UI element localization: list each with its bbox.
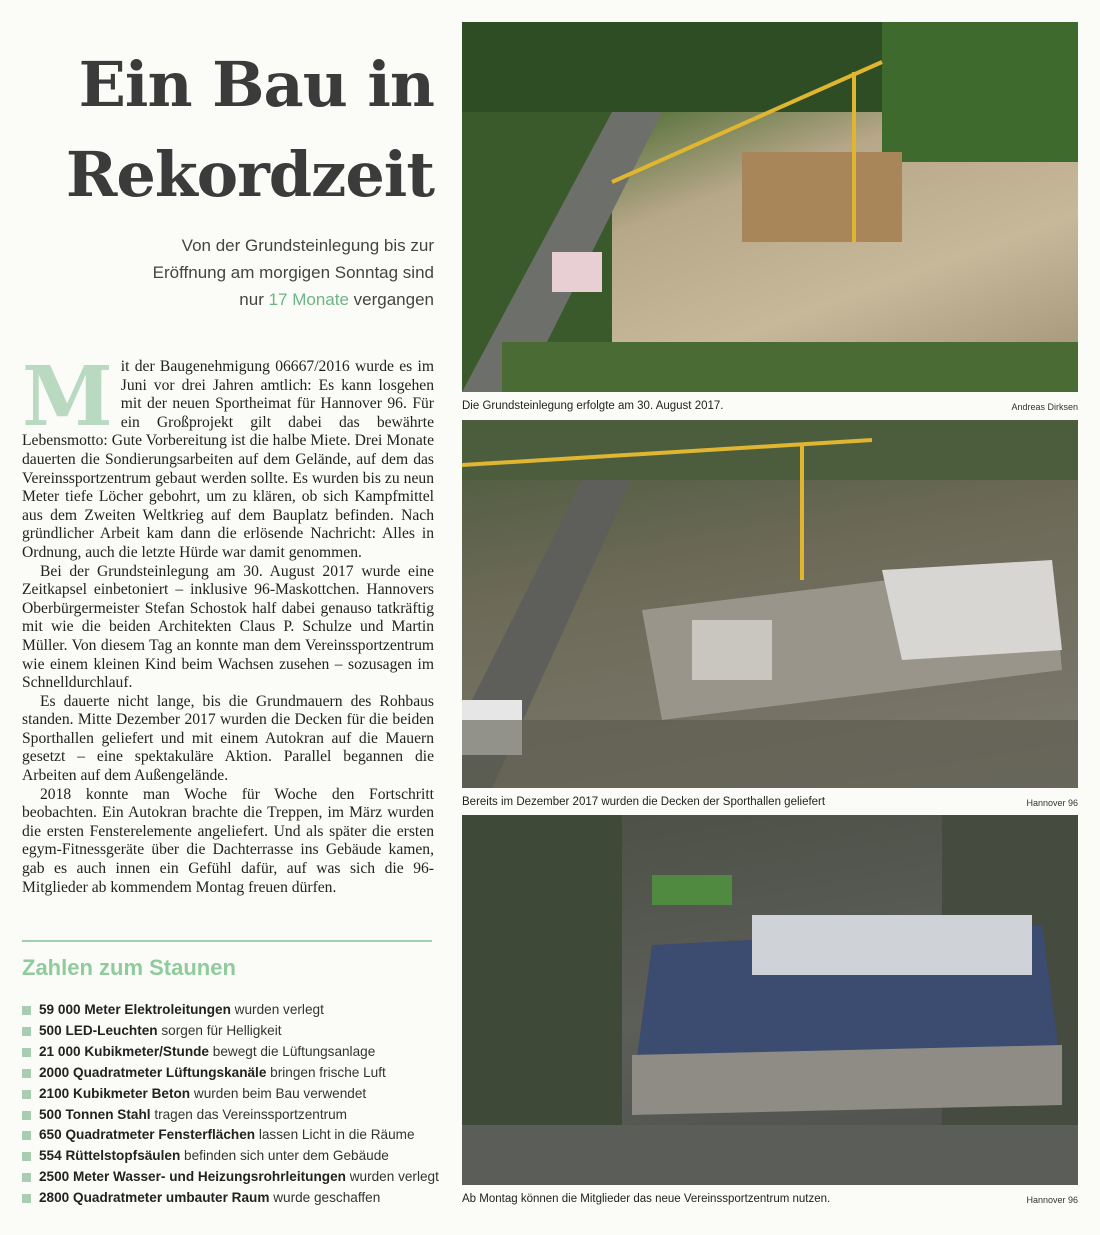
construction-site-image [462, 22, 1078, 392]
facts-list [22, 1000, 439, 1209]
article-body [22, 349, 434, 897]
fact-text: bewegt die Lüftungsanlage [208, 1043, 376, 1059]
fact-item [22, 1146, 434, 1167]
square-bullet-icon [22, 1173, 31, 1182]
photo-finished-center [462, 815, 1078, 1185]
fact-text: wurden verlegt [230, 1002, 324, 1017]
caption-text: Die Grundsteinlegung erfolgte am 30. August 2017. [462, 400, 724, 412]
fact-figure: 2800 Quadratmeter umbauter Raum [39, 1190, 270, 1206]
fact-text: wurde geschaffen [269, 1190, 381, 1206]
divider [22, 940, 432, 942]
fact-text: wurden verlegt [345, 1169, 439, 1185]
paragraph: Bei der Grundsteinlegung am 30. August 2017 wurde eine Zeitkapsel einbetoniert – inklusive 96-Maskottchen. Hannovers Oberbürgermeister Stefan Schostok half dabei genauso tatkräftig mit wie die beiden Architekten Claus P. Schulze und Martin Müller. Von diesem Tag an konnte man dem Vereinssportzentrum wie einem kleinen Kind beim Wachsen zusehen – sozusagen im Schnelldurchlauf. [22, 562, 434, 692]
fact-item [22, 1084, 434, 1105]
fact-item [22, 1125, 434, 1146]
fact-item [22, 1042, 434, 1063]
square-bullet-icon [22, 1131, 31, 1140]
fact-text: wurden beim Bau verwendet [190, 1085, 367, 1101]
subtitle-line-1: Von der Grundsteinlegung bis zur [181, 236, 434, 255]
subtitle [60, 232, 434, 313]
square-bullet-icon [22, 1090, 31, 1099]
paragraph: Es dauerte nicht lange, bis die Grundmauern des Rohbaus standen. Mitte Dezember 2017 wurden die Decken für die beiden Sporthallen geliefert und mit einem Autokran auf die Mauern gesetzt – eine spektakuläre Aktion. Parallel begannen die Arbeiten auf dem Außengelände. [22, 692, 434, 785]
photo-groundbreaking [462, 22, 1078, 392]
fact-text: befinden sich unter dem Gebäude [180, 1148, 389, 1164]
fact-figure: 2500 Meter Wasser- und Heizungsrohrleitungen [39, 1169, 346, 1185]
subtitle-text: nur [239, 290, 269, 309]
photo-caption [462, 1193, 1078, 1205]
fact-item [22, 1167, 439, 1188]
fact-item [22, 1105, 434, 1126]
square-bullet-icon [22, 1027, 31, 1036]
subtitle-line-2: Eröffnung am morgigen Sonntag sind [152, 263, 434, 282]
headline-line-2: Rekordzeit [65, 138, 434, 211]
fact-figure: 650 Quadratmeter Fensterflächen [39, 1127, 256, 1143]
fact-figure: 2000 Quadratmeter Lüftungskanäle [39, 1064, 267, 1080]
fact-text: bringen frische Luft [266, 1064, 386, 1080]
square-bullet-icon [22, 1006, 31, 1015]
subtitle-line-3 [60, 286, 434, 313]
square-bullet-icon [22, 1048, 31, 1057]
photo-caption [462, 400, 1078, 412]
fact-figure: 21 000 Kubikmeter/Stunde [39, 1043, 209, 1059]
fact-text: sorgen für Helligkeit [157, 1022, 282, 1038]
square-bullet-icon [22, 1069, 31, 1078]
fact-figure: 2100 Kubikmeter Beton [39, 1085, 191, 1101]
fact-figure: 500 LED-Leuchten [39, 1022, 158, 1038]
fact-figure: 59 000 Meter Elektroleitungen [39, 1002, 231, 1017]
paragraph-text: it der Baugenehmigung 06667/2016 wurde es im Juni vor drei Jahren amtlich: Es kann losgehen mit der neuen Sportheimat für Hannover 96. Für ein Großprojekt gilt dabei das bewährte Lebensmotto: Gute Vorbereitung ist die halbe Miete. Drei Monate dauerten die Sondierungsarbeiten auf dem Gelände, auf dem das Vereinssportzentrum gebaut werden sollte. Es wurden bis zu neun Meter tiefe Löcher gebohrt, um zu klären, ob sich Kampfmittel aus dem Zweiten Weltkrieg auf dem Bauplatz befinden. Nach gründlicher Arbeit kam dann die erlösende Nachricht: Alles in Ordnung, auch die letzte Hürde war damit genommen. [22, 358, 434, 561]
photo-credit: Andreas Dirksen [1011, 402, 1078, 412]
caption-text: Ab Montag können die Mitglieder das neue Vereinssportzentrum nutzen. [462, 1193, 831, 1205]
square-bullet-icon [22, 1152, 31, 1161]
drop-cap: M [22, 349, 113, 445]
fact-text: lassen Licht in die Räume [255, 1127, 415, 1143]
photo-credit: Hannover 96 [1026, 1195, 1078, 1205]
fact-text: tragen das Vereinssportzentrum [150, 1106, 348, 1122]
paragraph: 2018 konnte man Woche für Woche den Fortschritt beobachten. Ein Autokran brachte die Treppen, im März wurden die ersten Fensterelemente angeliefert. Und als später die ersten egym-Fitnessgeräte über die Dachterrasse ins Gebäude kamen, gab es auch innen ein Gefühl dafür, auf was sich die 96-Mitglieder ab kommendem Montag freuen dürfen. [22, 785, 434, 896]
caption-text: Bereits im Dezember 2017 wurden die Decken der Sporthallen geliefert [462, 796, 826, 808]
subtitle-text: vergangen [348, 290, 434, 309]
headline-line-1: Ein Bau in [78, 48, 434, 121]
paragraph [22, 349, 434, 563]
fact-item [22, 1063, 434, 1084]
fact-item [22, 1000, 434, 1021]
headline [22, 40, 434, 220]
subtitle-highlight: 17 Monate [268, 290, 349, 309]
square-bullet-icon [22, 1194, 31, 1203]
fact-item [22, 1021, 434, 1042]
photo-credit: Hannover 96 [1026, 798, 1078, 808]
photo-december-2017 [462, 420, 1078, 788]
square-bullet-icon [22, 1111, 31, 1120]
building-image [462, 815, 1078, 1185]
fact-figure: 500 Tonnen Stahl [39, 1106, 151, 1122]
facts-heading: Zahlen zum Staunen [22, 955, 236, 980]
fact-figure: 554 Rüttelstopfsäulen [39, 1148, 181, 1164]
photo-caption [462, 796, 1078, 808]
fact-item [22, 1188, 434, 1209]
construction-site-image [462, 420, 1078, 788]
